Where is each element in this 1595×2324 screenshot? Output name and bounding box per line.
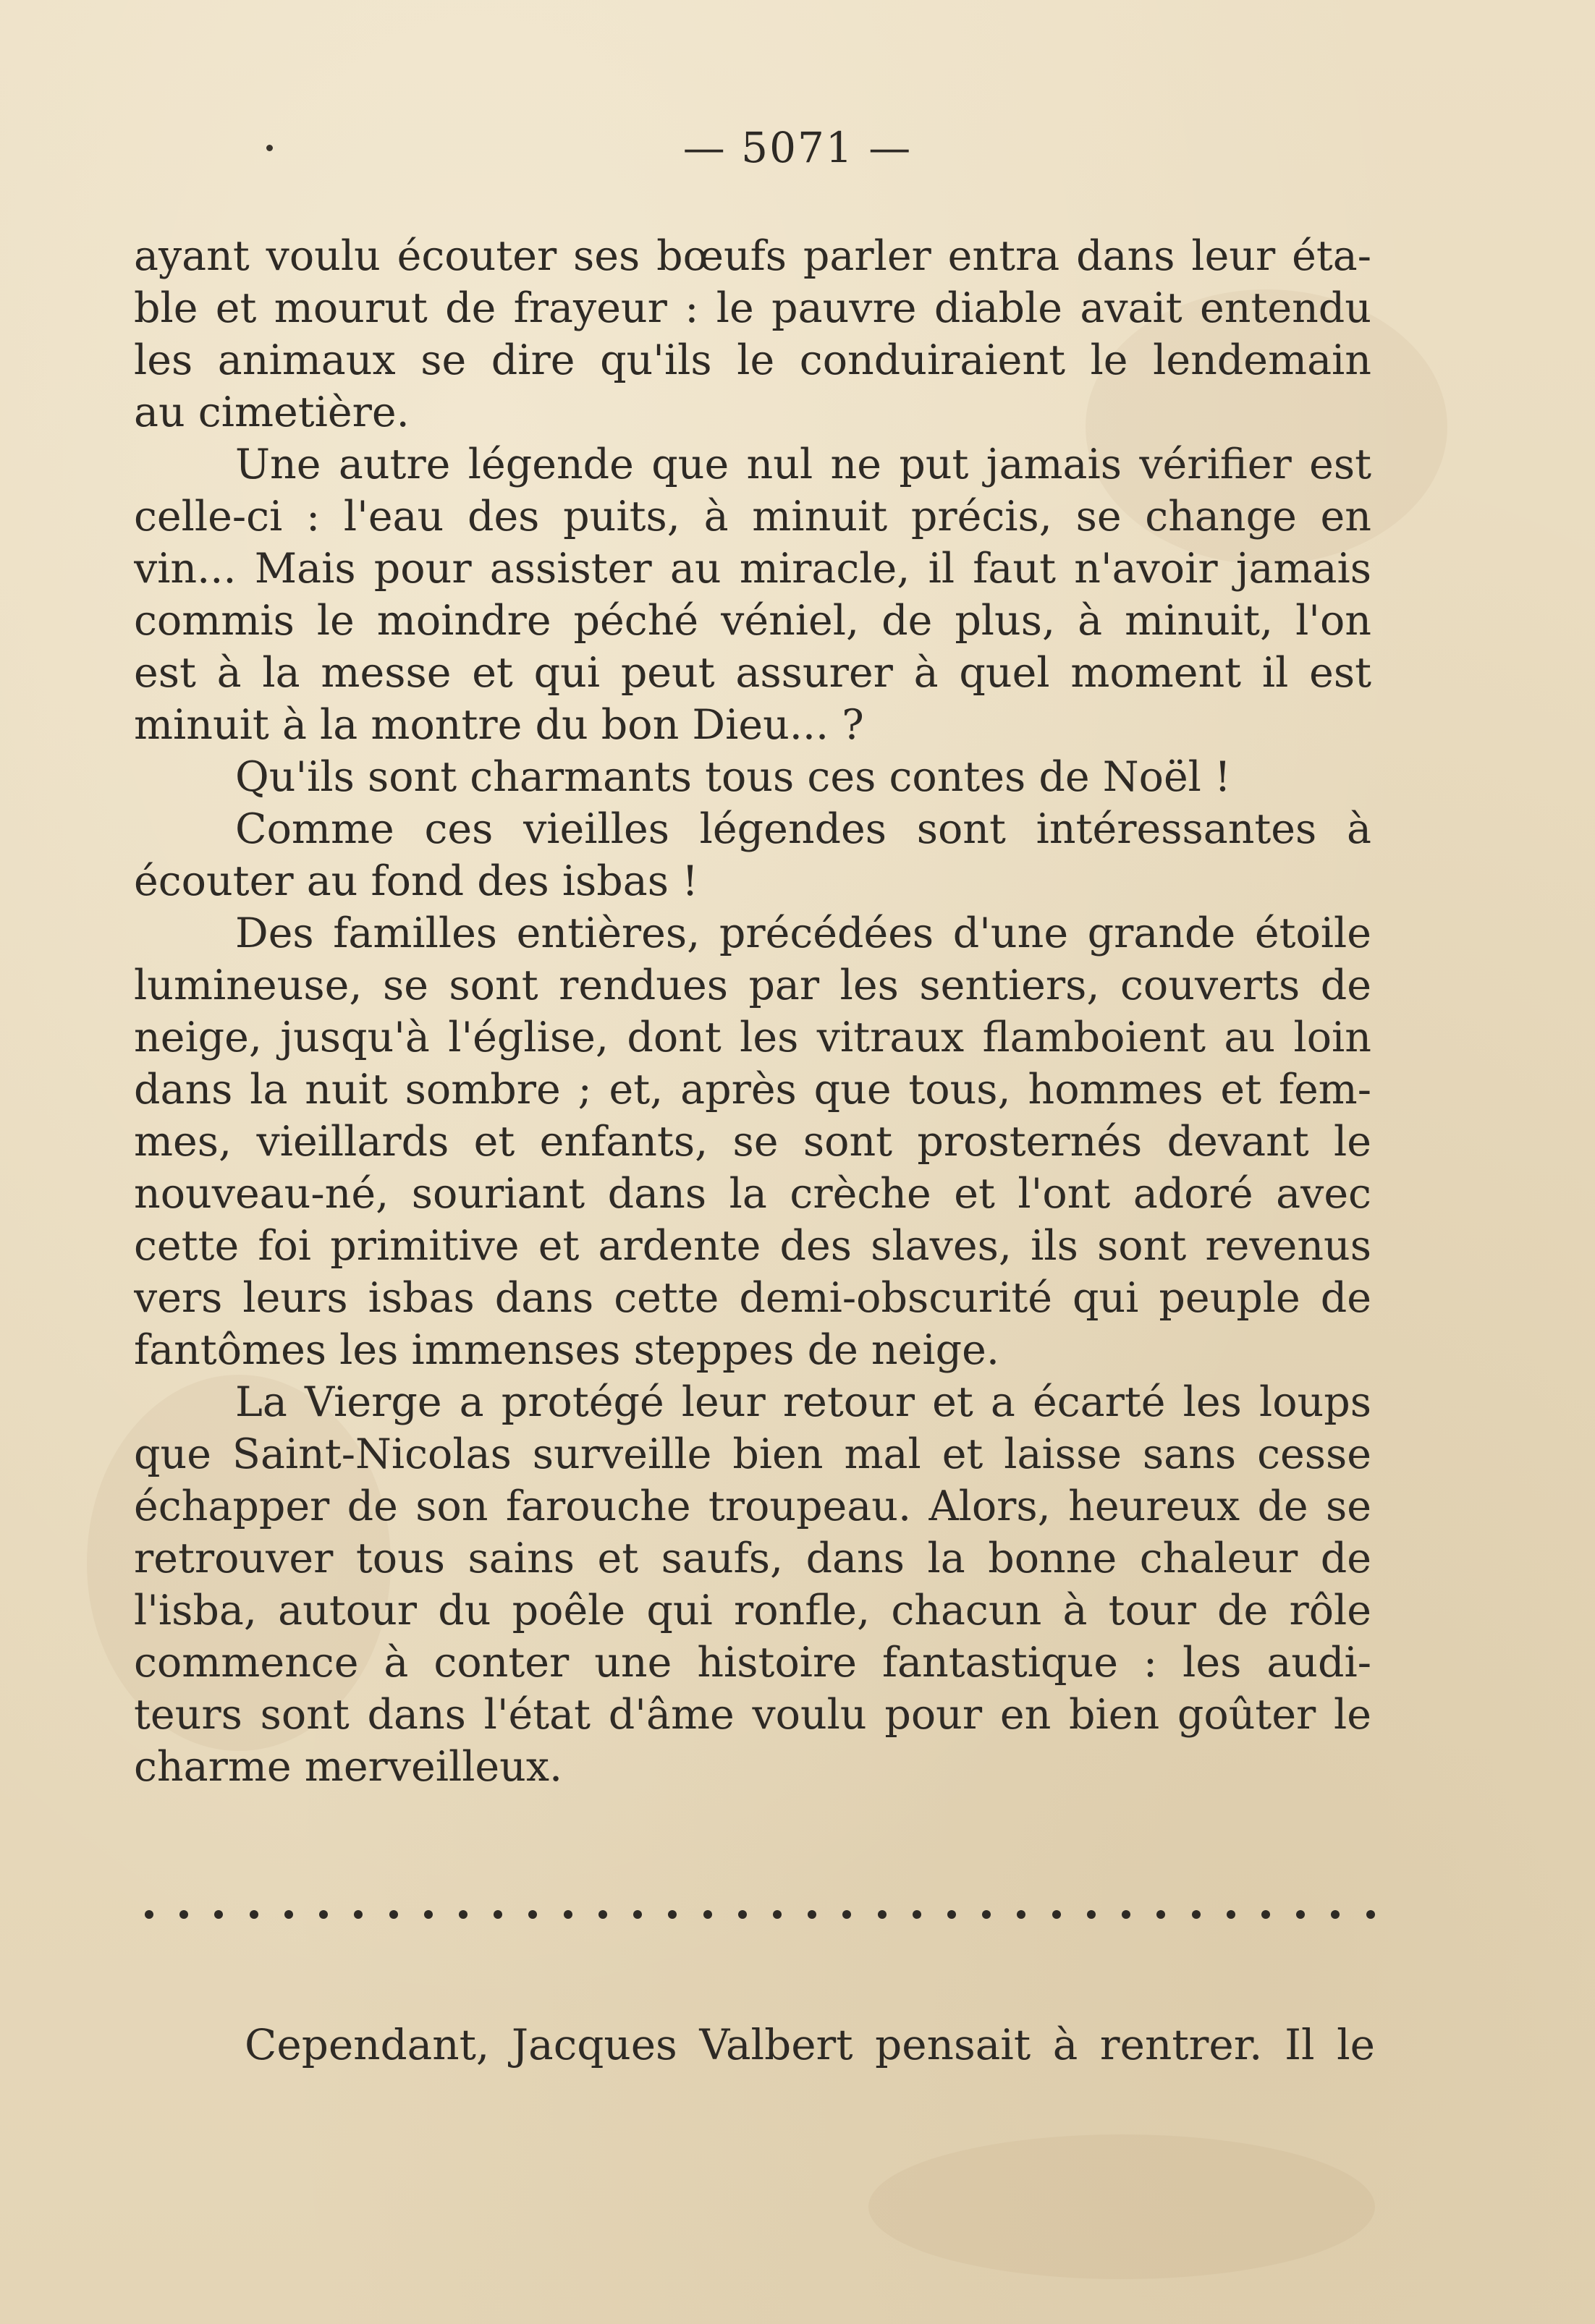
text-line: minuit à la montre du bon Dieu... ?: [134, 701, 864, 749]
separator-dot: [703, 1910, 712, 1919]
separator-dot: [1331, 1910, 1340, 1919]
text-line: commis le moindre péché véniel, de plus, à minuit, l'on: [134, 597, 1371, 645]
text-line: commence à conter une histoire fantastique : les audi-: [134, 1639, 1371, 1687]
text-line: nouveau-né, souriant dans la crèche et l'ont adoré avec: [134, 1170, 1371, 1218]
text-line: La Vierge a protégé leur retour et a écarté les loups: [235, 1378, 1371, 1426]
text-line: au cimetière.: [134, 389, 410, 436]
separator-dot: [214, 1910, 223, 1919]
separator-dot: [424, 1910, 433, 1919]
separator-dot: [145, 1910, 153, 1919]
separator-dot: [564, 1910, 572, 1919]
separator-dot: [459, 1910, 468, 1919]
separator-dot: [842, 1910, 851, 1919]
separator-dot: [1227, 1910, 1235, 1919]
separator-dot: [1052, 1910, 1061, 1919]
separator-dot: [1296, 1910, 1305, 1919]
separator-dot: [773, 1910, 782, 1919]
separator-dot: [319, 1910, 328, 1919]
separator-dot: [1366, 1910, 1375, 1919]
text-line: ayant voulu écouter ses bœufs parler entra dans leur éta-: [134, 232, 1371, 280]
separator-dot: [1017, 1910, 1025, 1919]
text-line: lumineuse, se sont rendues par les sentiers, couverts de: [134, 962, 1371, 1009]
separator-dot: [179, 1910, 188, 1919]
separator-dot: [947, 1910, 956, 1919]
separator-dot: [738, 1910, 747, 1919]
text-line: retrouver tous sains et saufs, dans la bonne chaleur de: [134, 1535, 1371, 1582]
text-line: ble et mourut de frayeur : le pauvre diable avait entendu: [134, 284, 1371, 332]
separator-dot: [668, 1910, 677, 1919]
separator-dot: [494, 1910, 502, 1919]
separator-dot: [1122, 1910, 1130, 1919]
text-line: charme merveilleux.: [134, 1743, 563, 1791]
text-line: neige, jusqu'à l'église, dont les vitraux flamboient au loin: [134, 1014, 1371, 1061]
separator-dot: [354, 1910, 363, 1919]
text-line: écouter au fond des isbas !: [134, 857, 699, 905]
separator-dot: [633, 1910, 642, 1919]
text-line: est à la messe et qui peut assurer à quel moment il est: [134, 649, 1371, 697]
text-line: Des familles entières, précédées d'une grande étoile: [235, 909, 1371, 957]
separator-dot: [1192, 1910, 1201, 1919]
text-line: vers leurs isbas dans cette demi-obscurité qui peuple de: [134, 1274, 1371, 1322]
separator-dot: [250, 1910, 258, 1919]
text-line: que Saint-Nicolas surveille bien mal et laisse sans cesse: [134, 1430, 1371, 1478]
separator-dot: [982, 1910, 991, 1919]
text-line: cette foi primitive et ardente des slaves, ils sont revenus: [134, 1222, 1371, 1270]
separator-dot: [808, 1910, 816, 1919]
text-line: teurs sont dans l'état d'âme voulu pour en bien goûter le: [134, 1691, 1371, 1739]
text-line: échapper de son farouche troupeau. Alors, heureux de se: [134, 1483, 1371, 1530]
separator-dot: [878, 1910, 887, 1919]
separator-dot: [389, 1910, 398, 1919]
text-line: Une autre légende que nul ne put jamais vérifier est: [235, 441, 1371, 488]
separator-dot: [1087, 1910, 1096, 1919]
separator-dot: [598, 1910, 607, 1919]
separator-dot: [913, 1910, 921, 1919]
text-line: Comme ces vieilles légendes sont intéressantes à: [235, 805, 1371, 853]
page-number: — 5071 —: [682, 123, 913, 172]
text-line: l'isba, autour du poêle qui ronfle, chacun à tour de rôle: [134, 1587, 1371, 1634]
separator-dot: [528, 1910, 537, 1919]
separator-dot: [1261, 1910, 1270, 1919]
text-line: vin... Mais pour assister au miracle, il faut n'avoir jamais: [134, 545, 1371, 593]
text-line: fantômes les immenses steppes de neige.: [134, 1326, 999, 1374]
text-line: les animaux se dire qu'ils le conduiraient le lendemain: [134, 336, 1371, 384]
continuation-line: Cependant, Jacques Valbert pensait à rentrer. Il le: [245, 2020, 1375, 2069]
text-line: dans la nuit sombre ; et, après que tous, hommes et fem-: [134, 1066, 1371, 1114]
paper-stain: [868, 2134, 1375, 2279]
text-line: celle-ci : l'eau des puits, à minuit précis, se change en: [134, 493, 1371, 540]
text-line: mes, vieillards et enfants, se sont prosternés devant le: [134, 1118, 1371, 1166]
text-line: Qu'ils sont charmants tous ces contes de Noël !: [235, 753, 1231, 801]
dotted-separator: [145, 1910, 1375, 1919]
separator-dot: [1156, 1910, 1165, 1919]
separator-dot: [284, 1910, 293, 1919]
body-text: [134, 230, 1371, 1793]
